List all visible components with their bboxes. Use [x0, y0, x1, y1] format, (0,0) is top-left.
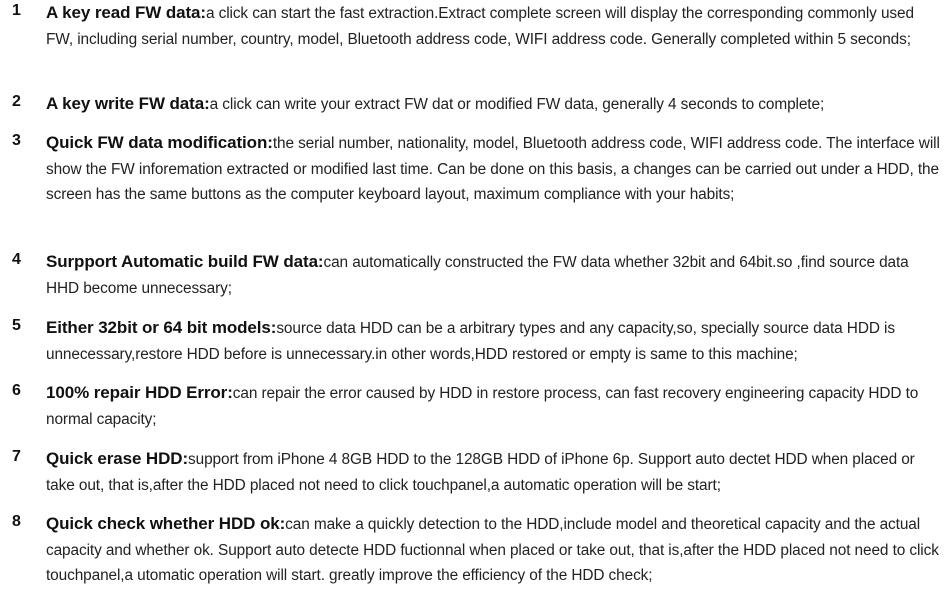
item-heading: Quick erase HDD:: [46, 449, 189, 468]
item-body: the serial number, nationality, model, Bluetooth address code, WIFI address code. The interface will show the FW inforemation extracted or modified last time. Can be done on this basis, a changes can be carried out under a HDD, the screen has the same buttons as the computer keyboard layout, maximum compliance with your habits;: [46, 135, 940, 203]
item-body: can make a quickly detection to the HDD,include model and theoretical capacity and the actual capacity and whether ok. Support auto detecte HDD fuctionnal when placed or take out, that is,after the HDD placed not need to click touchpanel,a utomatic operation will start. greatly improve the efficiency of the HDD check;: [46, 516, 939, 584]
item-text: [46, 315, 944, 367]
item-body: can repair the error caused by HDD in restore process, can fast recovery engineering capacity HDD to normal capacity;: [46, 385, 919, 428]
item-heading: 100% repair HDD Error:: [46, 383, 233, 402]
item-number: 8: [12, 513, 21, 530]
item-text: [46, 249, 944, 301]
item-body: source data HDD can be a arbitrary types and any capacity,so, specially source data HDD is unnecessary,restore HDD before is unnecessary.in other words,HDD restored or empty is same to this machine;: [46, 320, 895, 363]
item-text: [46, 91, 944, 118]
item-number: 4: [12, 251, 21, 268]
item-text: [46, 446, 944, 498]
item-number: 6: [12, 382, 21, 399]
item-heading: A key write FW data:: [46, 94, 210, 113]
item-heading: Quick check whether HDD ok:: [46, 514, 286, 533]
item-body: a click can start the fast extraction.Extract complete screen will display the corresponding commonly used FW, including serial number, country, model, Bluetooth address code, WIFI address code. Generally completed within 5 seconds;: [46, 5, 914, 48]
item-number: 2: [12, 93, 21, 110]
item-number: 7: [12, 448, 21, 465]
item-text: [46, 511, 944, 589]
item-number: 1: [12, 2, 21, 19]
item-body: a click can write your extract FW dat or modified FW data, generally 4 seconds to complete;: [209, 96, 825, 113]
item-text: [46, 0, 944, 52]
item-number: 3: [12, 132, 21, 149]
item-heading: Either 32bit or 64 bit models:: [46, 318, 277, 337]
item-body: can automatically constructed the FW data whether 32bit and 64bit.so ,find source data HHD become unnecessary;: [46, 254, 909, 297]
item-heading: Quick FW data modification:: [46, 133, 273, 152]
item-number: 5: [12, 317, 21, 334]
item-heading: Surpport Automatic build FW data:: [46, 252, 324, 271]
item-heading: A key read FW data:: [46, 3, 206, 22]
item-text: [46, 130, 944, 208]
item-text: [46, 380, 944, 432]
item-body: support from iPhone 4 8GB HDD to the 128GB HDD of iPhone 6p. Support auto dectet HDD when placed or take out, that is,after the HDD placed not need to click touchpanel,a automatic operation will be start;: [46, 451, 915, 494]
